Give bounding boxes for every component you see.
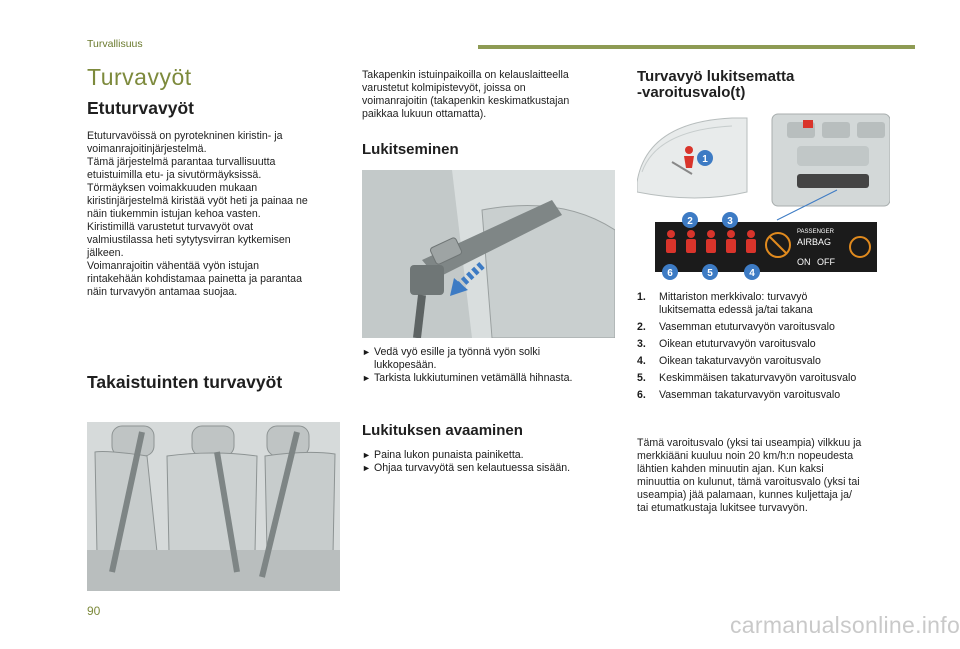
front-belts-text: Etuturvavöissä on pyrotekninen kiristin- ja voimanrajoitinjärjestelmä. Tämä järjestelmä parantaa turvallisuutta etuistuimilla etu- ja sivutörmäyksissä. Törmäyksen voimakkuuden mukaan kiristinjärjestelmä kiristää vyöt heti ja painaa ne näin tiukemmin istujan kehoa vasten. Kiristimillä varustetut turvavyöt ovat valmiustilassa heti sytytysvirran kytkemisen jälkeen. Voimanrajoitin vähentää vyön istujan rintakehään kohdistamaa painetta ja parantaa näin turvavyön antamaa suojaa. (87, 130, 308, 298)
panel-on-text: ON (797, 257, 811, 267)
list-item: 3. Oikean etuturvavyön varoitusvalo (637, 338, 816, 350)
callout-2: 2 (687, 216, 693, 227)
list-item: ► Ohjaa turvavyötä sen kelautuessa sisään. (362, 462, 571, 474)
warning-lights-list (637, 291, 897, 406)
list-item: 6. Vasemman takaturvavyön varoitusvalo (637, 389, 841, 401)
callout-6: 6 (667, 268, 673, 279)
list-item: 4. Oikean takaturvavyön varoitusvalo (637, 355, 821, 367)
panel-airbag-text: AIRBAG (797, 237, 832, 247)
buckle-image (362, 170, 615, 338)
watermark-text: carmanualsonline.info (730, 612, 960, 638)
heading-locking: Lukitseminen (362, 141, 459, 158)
page-title: Turvavyöt (87, 64, 192, 90)
heading-unlocking: Lukituksen avaaminen (362, 422, 523, 439)
bullet-arrow-icon: ► (362, 463, 371, 473)
unlocking-steps (362, 449, 612, 475)
warning-lights-text: Tämä varoitusvalo (yksi tai useampia) vilkkuu ja merkkiääni kuuluu noin 20 km/h:n nopeudesta lähtien kahden minuutin ajan. Kun kaksi minuuttia on kulunut, tämä varoitusvalo (yksi tai useampia) jää palamaan, kunnes kuljettaja ja/ tai etumatkustaja lukitsee turvavyön. (637, 437, 862, 514)
list-item: 2. Vasemman etuturvavyön varoitusvalo (637, 321, 835, 333)
page-number: 90 (87, 604, 101, 618)
warning-lights-image (637, 112, 890, 284)
list-item: ► Vedä vyö esille ja työnnä vyön solki lukkopesään. (362, 346, 541, 371)
bullet-arrow-icon: ► (362, 373, 371, 383)
heading-front-belts: Etuturvavyöt (87, 98, 194, 118)
panel-passenger-text: PASSENGER (797, 229, 834, 235)
heading-rear-belts: Takaistuinten turvavyöt (87, 372, 283, 392)
callout-3: 3 (727, 216, 733, 227)
rear-belts-intro: Takapenkin istuinpaikoilla on kelauslaitteella varustetut kolmipistevyöt, joissa on voimanrajoitin (takapenkin keskimatkustajan paikkaa lukuun ottamatta). (362, 69, 570, 120)
list-item: 1. Mittariston merkkivalo: turvavyö lukitsematta edessä ja/tai takana (637, 291, 813, 316)
callout-4: 4 (749, 268, 755, 279)
locking-steps (362, 346, 612, 385)
list-item: ► Tarkista lukkiutuminen vetämällä hihnasta. (362, 372, 573, 384)
section-label: Turvallisuus (87, 38, 143, 50)
rear-seat-belts-image (87, 422, 340, 591)
bullet-arrow-icon: ► (362, 347, 371, 357)
list-item: 5. Keskimmäisen takaturvavyön varoitusvalo (637, 372, 857, 384)
callout-5: 5 (707, 268, 713, 279)
panel-off-text: OFF (817, 257, 835, 267)
heading-warning-lights: Turvavyö lukitsematta -varoitusvalo(t) (637, 68, 795, 101)
header-divider-bar (478, 45, 915, 49)
callout-1: 1 (702, 154, 708, 165)
list-item: ► Paina lukon punaista painiketta. (362, 449, 524, 461)
bullet-arrow-icon: ► (362, 450, 371, 460)
